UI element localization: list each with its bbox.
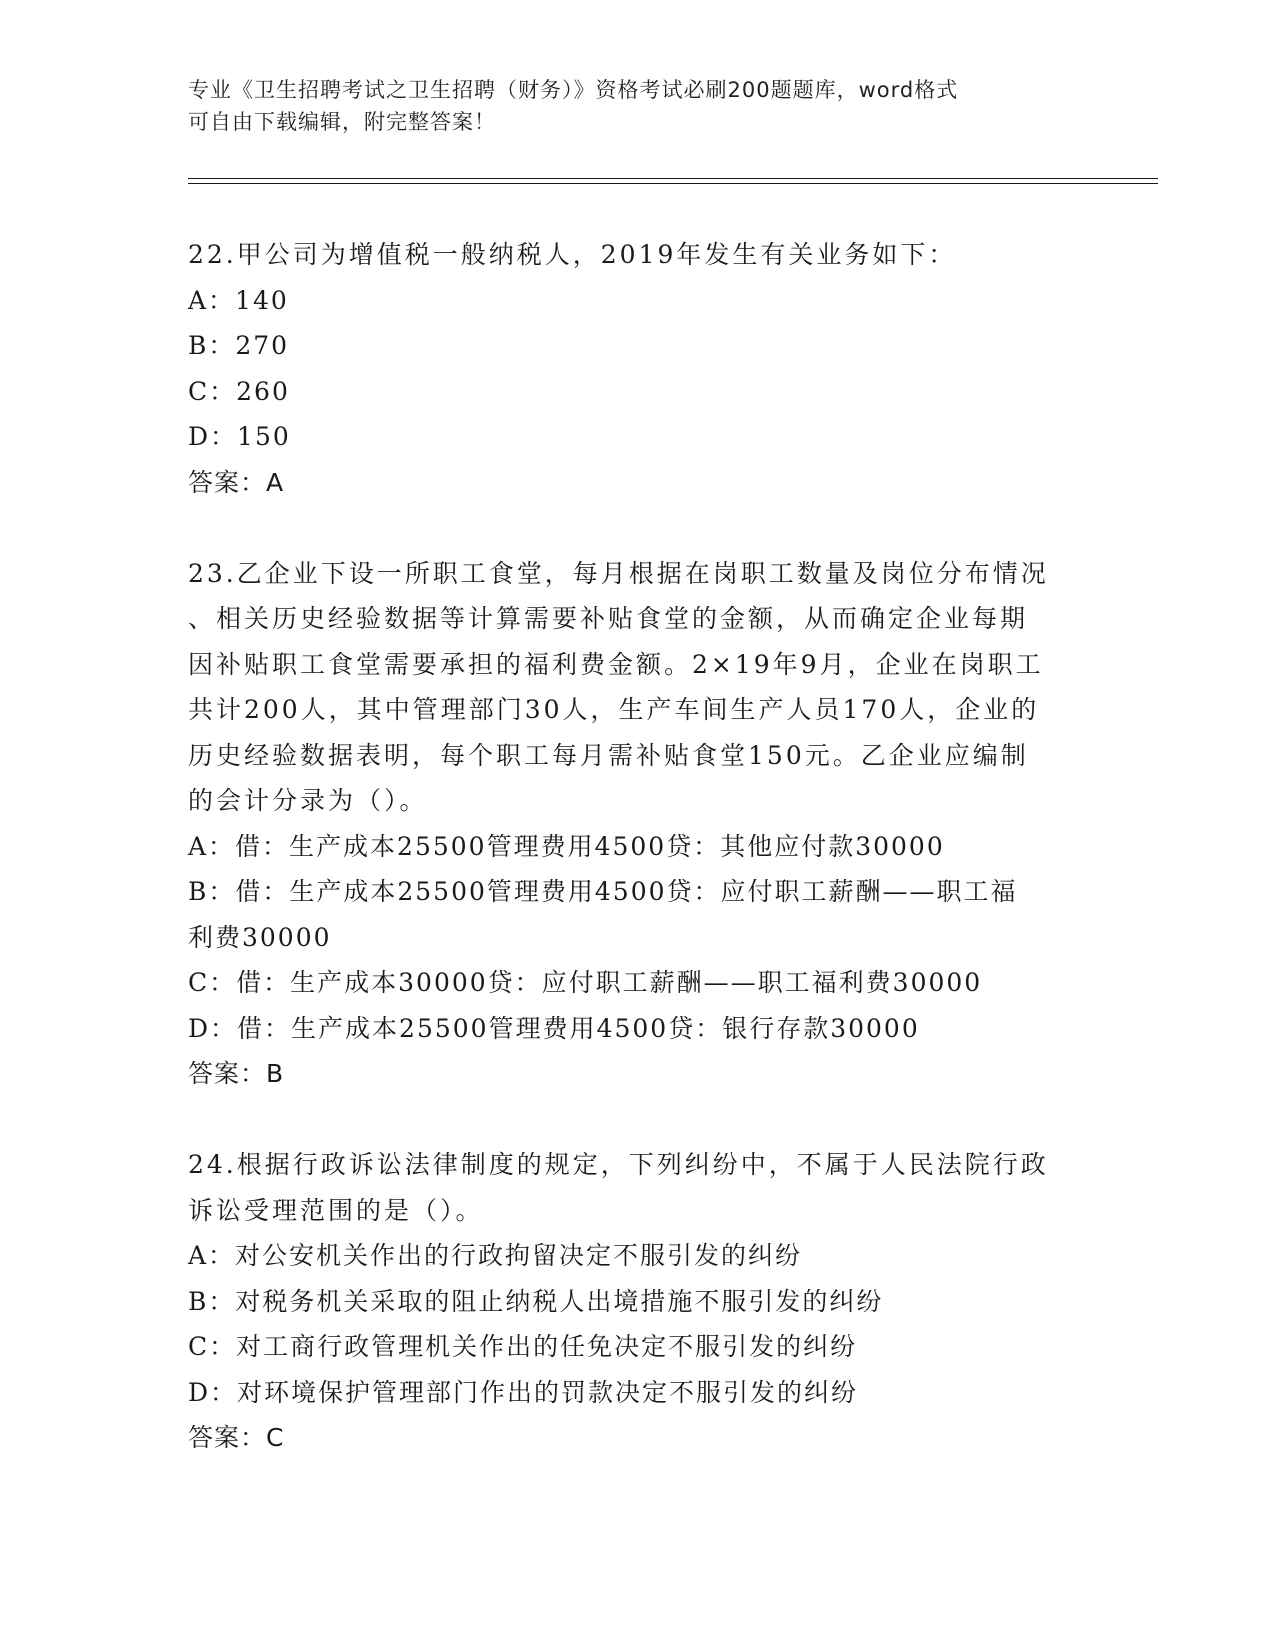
header-divider-bottom [188,183,1158,184]
option-d: D：150 [188,422,291,451]
question-stem: 诉讼受理范围的是（）。 [188,1195,484,1225]
answer-label: 答案：C [188,1423,285,1452]
question-stem: 、相关历史经验数据等计算需要补贴食堂的金额，从而确定企业每期 [188,604,1029,633]
option-a: A：对公安机关作出的行政拘留决定不服引发的纠纷 [188,1241,803,1270]
option-a: A：140 [188,285,289,315]
question-stem: 22.甲公司为增值税一般纳税人，2019年发生有关业务如下： [188,240,957,269]
option-b: B：对税务机关采取的阻止纳税人出境措施不服引发的纠纷 [188,1286,884,1316]
question-24 [188,1142,1088,1460]
question-stem: 23.乙企业下设一所职工食堂，每月根据在岗职工数量及岗位分布情况 [188,558,1049,588]
option-a: A：借：生产成本25500管理费用4500贷：其他应付款30000 [188,831,945,861]
option-c: C：260 [188,376,290,406]
option-d: D：借：生产成本25500管理费用4500贷：银行存款30000 [188,1013,920,1043]
header-divider-top [188,178,1158,179]
option-b: B：借：生产成本25500管理费用4500贷：应付职工薪酬——职工福 [188,877,1018,906]
question-stem: 的会计分录为（）。 [188,786,428,815]
question-stem: 共计200人，其中管理部门30人，生产车间生产人员170人，企业的 [188,695,1040,724]
option-b: B：270 [188,331,290,360]
option-c: C：借：生产成本30000贷：应付职工薪酬——职工福利费30000 [188,968,983,997]
option-c: C：对工商行政管理机关作出的任免决定不服引发的纠纷 [188,1332,858,1361]
question-22 [188,232,1088,505]
question-list [188,232,1088,1506]
question-stem: 历史经验数据表明，每个职工每月需补贴食堂150元。乙企业应编制 [188,740,1029,770]
question-stem: 因补贴职工食堂需要承担的福利费金额。2×19年9月，企业在岗职工 [188,649,1044,679]
header-line: 可自由下载编辑，附完整答案！ [188,110,496,134]
option-b-continued: 利费30000 [188,922,332,952]
answer-label: 答案：A [188,467,285,497]
header-line: 专业《卫生招聘考试之卫生招聘（财务）》资格考试必刷200题题库，word格式 [188,78,959,102]
question-23 [188,551,1088,1097]
document-header [188,74,1068,138]
question-stem: 24.根据行政诉讼法律制度的规定，下列纠纷中，不属于人民法院行政 [188,1150,1049,1179]
option-d: D：对环境保护管理部门作出的罚款决定不服引发的纠纷 [188,1377,859,1407]
answer-label: 答案：B [188,1059,285,1088]
